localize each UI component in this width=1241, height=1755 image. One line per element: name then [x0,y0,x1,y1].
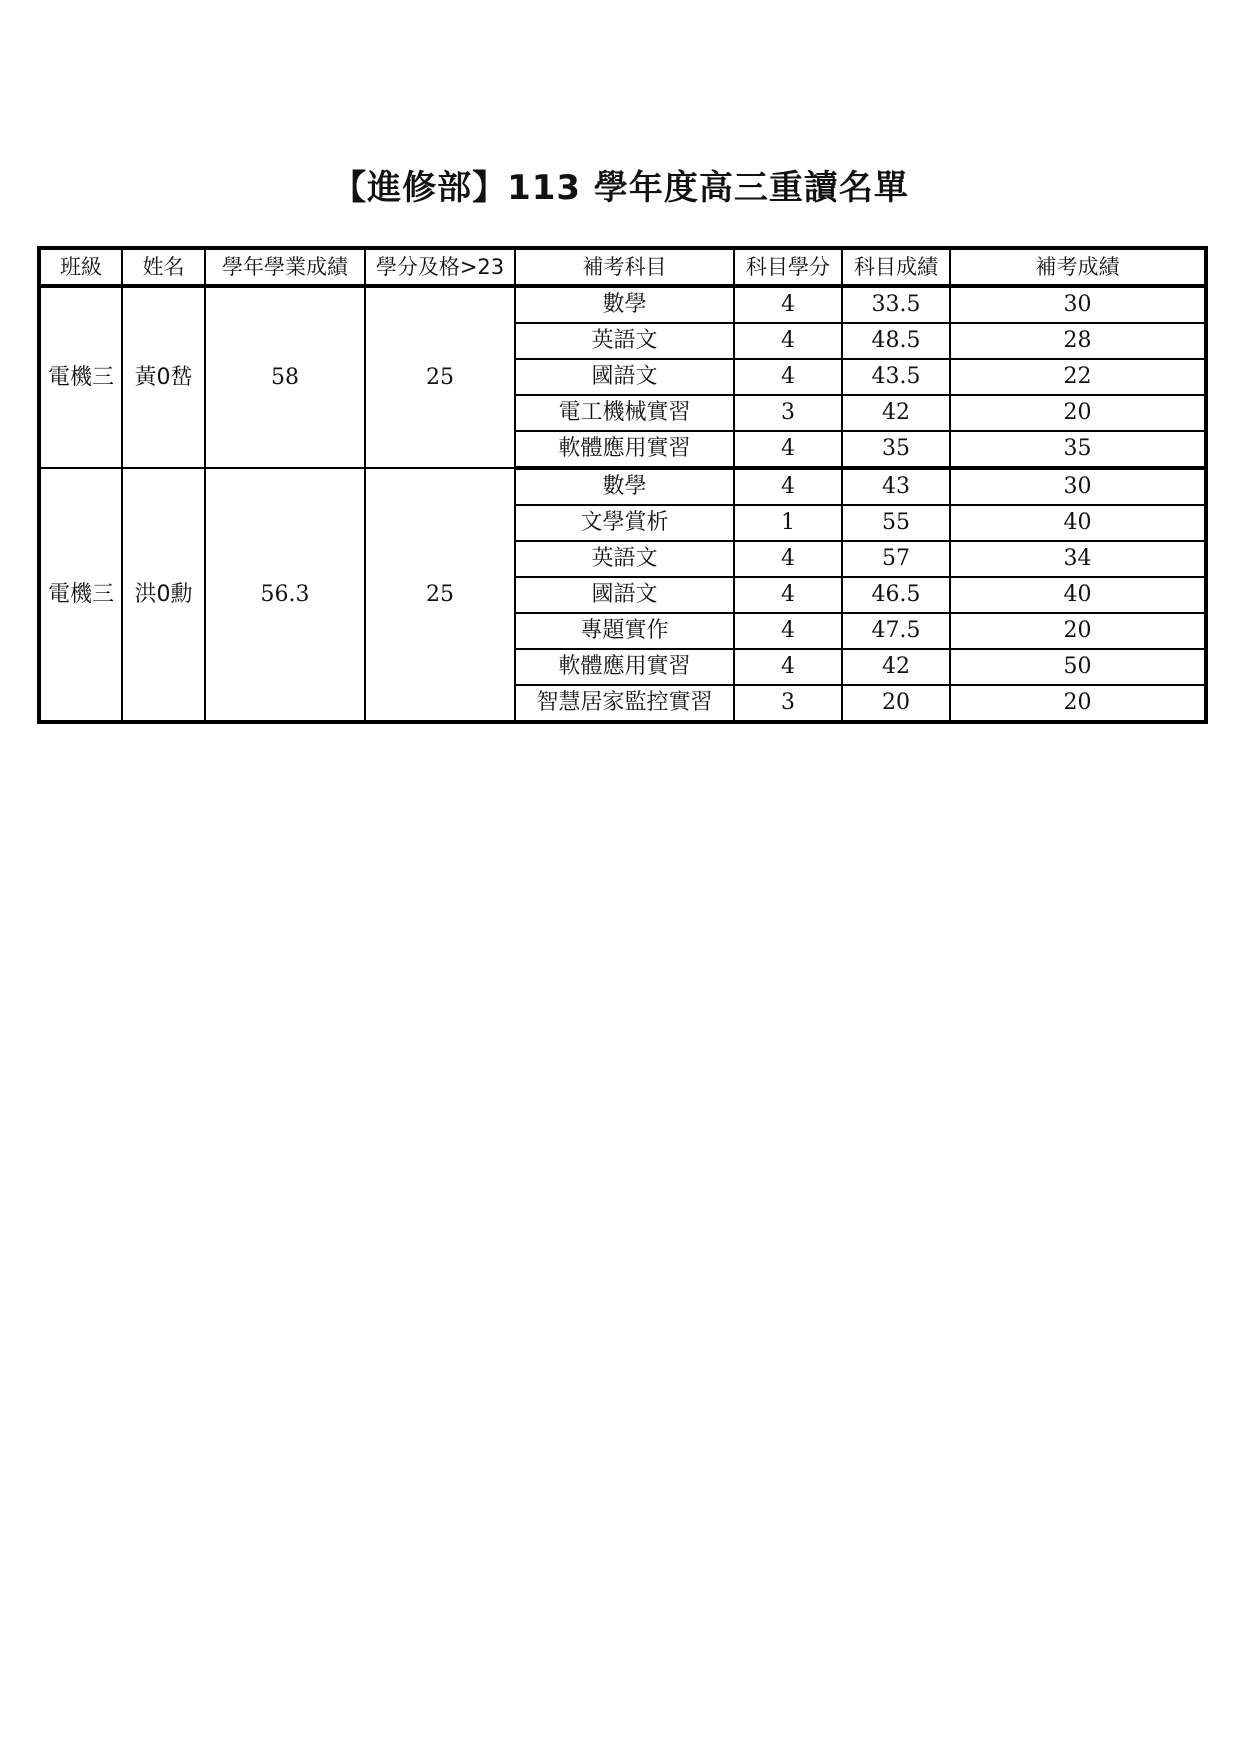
subject-name: 文學賞析 [515,505,734,541]
subject-name: 軟體應用實習 [515,431,734,468]
subject-credits: 4 [734,649,842,685]
makeup-score: 34 [950,541,1206,577]
student-credits-passed: 25 [365,468,515,722]
subject-credits: 4 [734,359,842,395]
makeup-score: 35 [950,431,1206,468]
subject-name: 英語文 [515,541,734,577]
makeup-score: 50 [950,649,1206,685]
table-row [39,286,1206,323]
subject-score: 57 [842,541,950,577]
student-name: 洪0勳 [122,468,205,722]
retake-roster-table [37,246,1208,724]
header-subject-score: 科目成績 [842,248,950,286]
subject-credits: 4 [734,613,842,649]
subject-credits: 4 [734,323,842,359]
makeup-score: 30 [950,286,1206,323]
makeup-score: 20 [950,685,1206,722]
subject-credits: 4 [734,541,842,577]
subject-name: 智慧居家監控實習 [515,685,734,722]
student-credits-passed: 25 [365,286,515,468]
subject-score: 47.5 [842,613,950,649]
subject-score: 42 [842,395,950,431]
subject-credits: 4 [734,577,842,613]
student-academic-score: 58 [205,286,365,468]
makeup-score: 20 [950,395,1206,431]
subject-score: 43.5 [842,359,950,395]
makeup-score: 40 [950,577,1206,613]
student-class: 電機三 [39,468,122,722]
subject-name: 軟體應用實習 [515,649,734,685]
subject-credits: 4 [734,431,842,468]
subject-name: 數學 [515,286,734,323]
header-academic-score: 學年學業成績 [205,248,365,286]
subject-score: 55 [842,505,950,541]
student-class: 電機三 [39,286,122,468]
subject-credits: 4 [734,468,842,505]
makeup-score: 22 [950,359,1206,395]
header-name: 姓名 [122,248,205,286]
subject-score: 43 [842,468,950,505]
makeup-score: 28 [950,323,1206,359]
student-academic-score: 56.3 [205,468,365,722]
subject-name: 專題實作 [515,613,734,649]
makeup-score: 30 [950,468,1206,505]
subject-credits: 3 [734,685,842,722]
subject-score: 46.5 [842,577,950,613]
table-header-row [39,248,1206,286]
subject-name: 英語文 [515,323,734,359]
subject-score: 35 [842,431,950,468]
student-name: 黃0嵆 [122,286,205,468]
subject-credits: 3 [734,395,842,431]
subject-name: 國語文 [515,359,734,395]
subject-score: 48.5 [842,323,950,359]
header-makeup-score: 補考成績 [950,248,1206,286]
makeup-score: 40 [950,505,1206,541]
header-subject-credits: 科目學分 [734,248,842,286]
subject-score: 20 [842,685,950,722]
subject-credits: 4 [734,286,842,323]
subject-score: 33.5 [842,286,950,323]
header-credits-passed: 學分及格>23 [365,248,515,286]
makeup-score: 20 [950,613,1206,649]
subject-name: 電工機械實習 [515,395,734,431]
subject-credits: 1 [734,505,842,541]
header-class: 班級 [39,248,122,286]
subject-name: 國語文 [515,577,734,613]
page-title: 【進修部】113 學年度高三重讀名單 [332,168,909,208]
subject-score: 42 [842,649,950,685]
header-makeup-subject: 補考科目 [515,248,734,286]
subject-name: 數學 [515,468,734,505]
table-row [39,468,1206,505]
